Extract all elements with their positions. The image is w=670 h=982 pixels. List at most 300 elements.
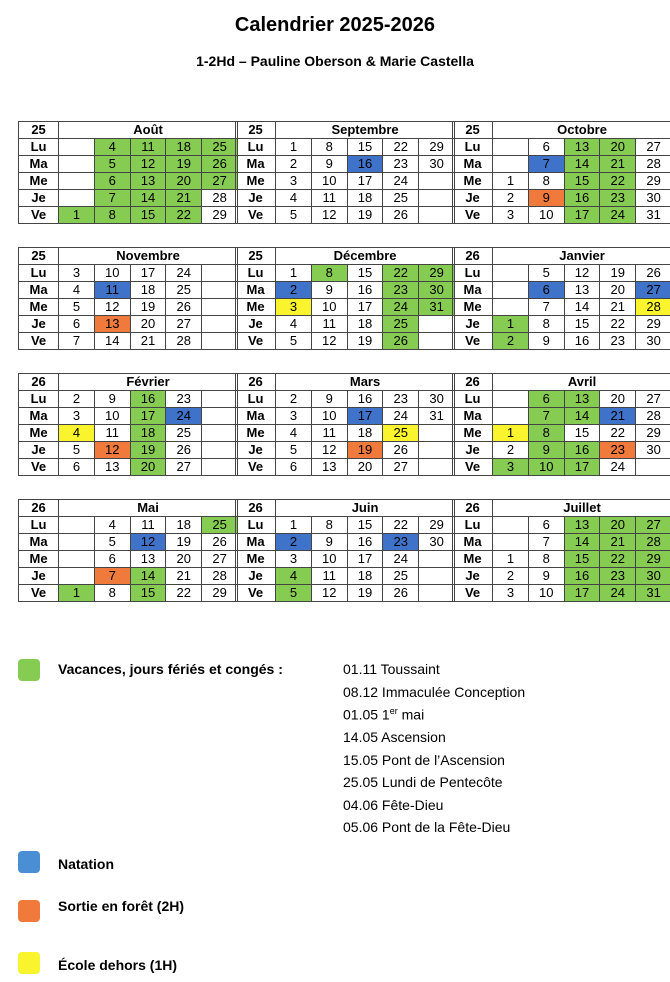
day-cell: 9 <box>311 156 347 173</box>
day-cell: 11 <box>311 425 347 442</box>
day-cell: 28 <box>636 299 670 316</box>
day-cell: 2 <box>493 442 529 459</box>
day-cell: 2 <box>276 156 312 173</box>
day-cell: 9 <box>528 333 564 350</box>
month-name: Juin <box>276 500 455 517</box>
day-cell <box>59 190 95 207</box>
day-cell: 24 <box>383 408 419 425</box>
day-cell: 21 <box>600 408 636 425</box>
day-cell: 20 <box>600 517 636 534</box>
day-cell: 12 <box>311 333 347 350</box>
day-cell: 5 <box>528 265 564 282</box>
day-cell: 25 <box>202 517 238 534</box>
weekday-label: Lu <box>19 391 59 408</box>
day-cell: 30 <box>419 282 455 299</box>
day-cell: 6 <box>59 459 95 476</box>
day-cell: 3 <box>276 408 312 425</box>
day-cell: 15 <box>130 207 166 224</box>
day-cell <box>493 408 529 425</box>
weekday-label: Ve <box>453 333 493 350</box>
weekday-label: Me <box>19 425 59 442</box>
day-cell: 28 <box>636 534 670 551</box>
day-cell: 6 <box>528 282 564 299</box>
day-cell <box>202 333 238 350</box>
day-cell: 15 <box>347 139 383 156</box>
weekday-label: Me <box>19 173 59 190</box>
day-cell: 21 <box>166 190 202 207</box>
day-cell: 9 <box>94 391 130 408</box>
day-cell <box>202 408 238 425</box>
day-cell: 15 <box>130 585 166 602</box>
month-calendar <box>452 121 670 224</box>
day-cell: 12 <box>311 207 347 224</box>
day-cell: 22 <box>383 139 419 156</box>
holiday-item: 25.05 Lundi de Pentecôte <box>343 774 503 790</box>
day-cell: 9 <box>528 190 564 207</box>
day-cell: 20 <box>166 551 202 568</box>
day-cell: 1 <box>493 316 529 333</box>
day-cell: 6 <box>528 517 564 534</box>
day-cell: 21 <box>600 534 636 551</box>
day-cell: 14 <box>564 408 600 425</box>
year-cell: 26 <box>453 374 493 391</box>
weekday-label: Ve <box>453 459 493 476</box>
day-cell: 13 <box>130 173 166 190</box>
day-cell: 14 <box>130 568 166 585</box>
day-cell: 22 <box>166 207 202 224</box>
day-cell: 7 <box>528 534 564 551</box>
weekday-label: Ma <box>19 282 59 299</box>
weekday-label: Me <box>236 173 276 190</box>
day-cell: 20 <box>600 391 636 408</box>
day-cell: 5 <box>276 333 312 350</box>
day-cell: 1 <box>493 425 529 442</box>
day-cell: 19 <box>347 333 383 350</box>
day-cell: 1 <box>276 517 312 534</box>
year-cell: 26 <box>19 500 59 517</box>
day-cell <box>419 568 455 585</box>
day-cell: 28 <box>202 190 238 207</box>
day-cell: 23 <box>383 534 419 551</box>
day-cell: 22 <box>383 517 419 534</box>
day-cell <box>419 316 455 333</box>
day-cell: 5 <box>59 299 95 316</box>
day-cell <box>59 173 95 190</box>
day-cell <box>419 459 455 476</box>
day-cell: 12 <box>94 442 130 459</box>
day-cell: 8 <box>311 517 347 534</box>
day-cell: 4 <box>59 282 95 299</box>
day-cell: 28 <box>202 568 238 585</box>
day-cell: 26 <box>636 265 670 282</box>
legend-swatch-green <box>18 659 40 681</box>
day-cell: 15 <box>347 265 383 282</box>
weekday-label: Me <box>453 551 493 568</box>
weekday-label: Lu <box>236 391 276 408</box>
day-cell: 14 <box>564 156 600 173</box>
day-cell <box>202 299 238 316</box>
month-name: Avril <box>493 374 670 391</box>
day-cell: 12 <box>311 585 347 602</box>
day-cell: 20 <box>600 139 636 156</box>
day-cell: 13 <box>130 551 166 568</box>
day-cell: 29 <box>636 173 670 190</box>
month-calendar <box>18 247 238 350</box>
day-cell: 14 <box>564 534 600 551</box>
day-cell: 16 <box>347 534 383 551</box>
day-cell: 5 <box>276 442 312 459</box>
day-cell: 8 <box>94 207 130 224</box>
day-cell: 11 <box>94 425 130 442</box>
month-name: Janvier <box>493 248 670 265</box>
legend-swatch-blue <box>18 851 40 873</box>
month-name: Juillet <box>493 500 670 517</box>
day-cell: 19 <box>347 585 383 602</box>
day-cell: 21 <box>130 333 166 350</box>
day-cell: 18 <box>166 139 202 156</box>
weekday-label: Lu <box>236 139 276 156</box>
weekday-label: Je <box>19 568 59 585</box>
day-cell: 6 <box>94 551 130 568</box>
day-cell: 22 <box>600 551 636 568</box>
year-cell: 26 <box>453 500 493 517</box>
day-cell: 26 <box>383 333 419 350</box>
day-cell: 26 <box>202 534 238 551</box>
day-cell: 15 <box>564 425 600 442</box>
month-name: Octobre <box>493 122 670 139</box>
weekday-label: Lu <box>236 517 276 534</box>
holiday-item: 05.06 Pont de la Fête-Dieu <box>343 819 511 835</box>
day-cell: 23 <box>600 333 636 350</box>
day-cell: 10 <box>311 173 347 190</box>
day-cell <box>202 391 238 408</box>
day-cell: 16 <box>130 391 166 408</box>
day-cell: 19 <box>130 442 166 459</box>
weekday-label: Je <box>453 568 493 585</box>
day-cell: 29 <box>419 139 455 156</box>
holiday-item: 15.05 Pont de l’Ascension <box>343 752 505 768</box>
day-cell: 30 <box>636 442 670 459</box>
day-cell <box>59 551 95 568</box>
day-cell: 6 <box>276 459 312 476</box>
day-cell: 27 <box>166 316 202 333</box>
day-cell: 17 <box>347 408 383 425</box>
day-cell: 24 <box>383 173 419 190</box>
day-cell: 7 <box>59 333 95 350</box>
legend-swatch-yellow <box>18 952 40 974</box>
month-calendar <box>235 499 455 602</box>
weekday-label: Ma <box>453 156 493 173</box>
day-cell: 5 <box>276 585 312 602</box>
month-calendar <box>452 499 670 602</box>
day-cell: 21 <box>600 156 636 173</box>
day-cell: 29 <box>419 265 455 282</box>
day-cell <box>419 207 455 224</box>
day-cell <box>202 316 238 333</box>
day-cell: 10 <box>94 265 130 282</box>
day-cell: 28 <box>166 333 202 350</box>
day-cell <box>59 139 95 156</box>
day-cell: 22 <box>383 265 419 282</box>
day-cell: 13 <box>564 139 600 156</box>
day-cell: 24 <box>600 459 636 476</box>
day-cell: 27 <box>202 173 238 190</box>
day-cell <box>59 517 95 534</box>
day-cell: 22 <box>600 173 636 190</box>
day-cell: 18 <box>347 425 383 442</box>
year-cell: 25 <box>19 248 59 265</box>
weekday-label: Ma <box>236 282 276 299</box>
day-cell <box>493 534 529 551</box>
day-cell: 29 <box>636 425 670 442</box>
day-cell: 20 <box>600 282 636 299</box>
day-cell <box>419 585 455 602</box>
weekday-label: Ma <box>236 408 276 425</box>
year-cell: 25 <box>453 122 493 139</box>
weekday-label: Ve <box>19 459 59 476</box>
day-cell: 8 <box>311 265 347 282</box>
day-cell: 24 <box>383 551 419 568</box>
day-cell: 19 <box>166 156 202 173</box>
day-cell: 11 <box>311 568 347 585</box>
day-cell: 8 <box>94 585 130 602</box>
weekday-label: Je <box>19 316 59 333</box>
holiday-item: 01.11 Toussaint <box>343 661 440 677</box>
day-cell: 14 <box>564 299 600 316</box>
day-cell: 9 <box>311 534 347 551</box>
day-cell: 25 <box>383 190 419 207</box>
weekday-label: Me <box>453 299 493 316</box>
day-cell: 20 <box>166 173 202 190</box>
month-name: Novembre <box>59 248 238 265</box>
day-cell: 29 <box>636 316 670 333</box>
day-cell: 4 <box>94 517 130 534</box>
day-cell: 12 <box>311 442 347 459</box>
year-cell: 26 <box>19 374 59 391</box>
day-cell: 7 <box>94 190 130 207</box>
day-cell: 16 <box>564 568 600 585</box>
day-cell: 17 <box>130 265 166 282</box>
month-calendar <box>235 247 455 350</box>
day-cell: 27 <box>636 282 670 299</box>
day-cell: 13 <box>94 459 130 476</box>
day-cell <box>202 425 238 442</box>
holiday-1mai-tail: mai <box>397 706 425 723</box>
day-cell: 26 <box>166 299 202 316</box>
day-cell: 22 <box>600 425 636 442</box>
holiday-item: 08.12 Immaculée Conception <box>343 684 526 700</box>
day-cell: 25 <box>166 282 202 299</box>
year-cell: 26 <box>236 374 276 391</box>
weekday-label: Je <box>236 442 276 459</box>
day-cell <box>202 442 238 459</box>
day-cell: 2 <box>59 391 95 408</box>
weekday-label: Ma <box>236 534 276 551</box>
day-cell: 6 <box>59 316 95 333</box>
day-cell: 24 <box>383 299 419 316</box>
day-cell: 26 <box>166 442 202 459</box>
day-cell: 25 <box>202 139 238 156</box>
weekday-label: Me <box>236 551 276 568</box>
day-cell: 12 <box>130 534 166 551</box>
year-cell: 25 <box>19 122 59 139</box>
day-cell: 3 <box>276 299 312 316</box>
weekday-label: Lu <box>19 517 59 534</box>
day-cell: 17 <box>347 551 383 568</box>
weekday-label: Me <box>453 173 493 190</box>
day-cell: 10 <box>94 408 130 425</box>
day-cell: 23 <box>600 190 636 207</box>
day-cell <box>493 299 529 316</box>
day-cell: 8 <box>528 425 564 442</box>
day-cell: 7 <box>528 156 564 173</box>
day-cell <box>59 156 95 173</box>
day-cell: 21 <box>166 568 202 585</box>
day-cell: 17 <box>564 459 600 476</box>
day-cell: 5 <box>94 156 130 173</box>
day-cell: 23 <box>383 391 419 408</box>
day-cell: 25 <box>166 425 202 442</box>
day-cell: 3 <box>276 173 312 190</box>
day-cell: 13 <box>311 459 347 476</box>
day-cell: 1 <box>59 207 95 224</box>
day-cell: 21 <box>600 299 636 316</box>
holiday-item <box>343 706 424 723</box>
day-cell: 15 <box>564 173 600 190</box>
day-cell: 27 <box>636 139 670 156</box>
day-cell: 12 <box>564 265 600 282</box>
holiday-item: 04.06 Fête-Dieu <box>343 797 444 813</box>
day-cell: 10 <box>311 408 347 425</box>
day-cell <box>59 568 95 585</box>
day-cell: 18 <box>347 568 383 585</box>
month-calendar <box>18 121 238 224</box>
day-cell: 29 <box>636 551 670 568</box>
day-cell: 27 <box>383 459 419 476</box>
legend-foret-label: Sortie en forêt (2H) <box>58 898 185 914</box>
day-cell: 22 <box>166 585 202 602</box>
day-cell: 30 <box>636 568 670 585</box>
day-cell: 1 <box>493 173 529 190</box>
weekday-label: Je <box>236 316 276 333</box>
weekday-label: Ve <box>453 207 493 224</box>
month-name: Décembre <box>276 248 455 265</box>
day-cell: 29 <box>202 585 238 602</box>
day-cell: 30 <box>419 534 455 551</box>
day-cell: 16 <box>564 442 600 459</box>
day-cell: 8 <box>528 316 564 333</box>
day-cell: 19 <box>347 207 383 224</box>
day-cell <box>493 139 529 156</box>
day-cell: 20 <box>347 459 383 476</box>
day-cell: 24 <box>166 265 202 282</box>
day-cell: 29 <box>419 517 455 534</box>
day-cell: 24 <box>600 585 636 602</box>
day-cell: 8 <box>528 551 564 568</box>
day-cell: 15 <box>347 517 383 534</box>
day-cell <box>419 333 455 350</box>
weekday-label: Ve <box>236 333 276 350</box>
year-cell: 25 <box>236 248 276 265</box>
day-cell: 7 <box>94 568 130 585</box>
weekday-label: Me <box>19 551 59 568</box>
day-cell: 29 <box>202 207 238 224</box>
day-cell: 11 <box>94 282 130 299</box>
day-cell: 23 <box>166 391 202 408</box>
day-cell: 18 <box>130 282 166 299</box>
day-cell: 6 <box>528 139 564 156</box>
day-cell: 27 <box>202 551 238 568</box>
day-cell: 13 <box>564 391 600 408</box>
day-cell: 30 <box>636 333 670 350</box>
day-cell: 11 <box>130 139 166 156</box>
year-cell: 26 <box>236 500 276 517</box>
day-cell: 2 <box>276 534 312 551</box>
weekday-label: Ma <box>453 408 493 425</box>
day-cell: 30 <box>419 391 455 408</box>
day-cell: 31 <box>419 299 455 316</box>
day-cell: 26 <box>383 207 419 224</box>
day-cell: 31 <box>419 408 455 425</box>
year-cell: 25 <box>236 122 276 139</box>
day-cell: 10 <box>311 299 347 316</box>
weekday-label: Ma <box>453 282 493 299</box>
weekday-label: Me <box>236 299 276 316</box>
day-cell <box>202 265 238 282</box>
day-cell: 10 <box>528 207 564 224</box>
day-cell: 11 <box>311 190 347 207</box>
day-cell <box>202 282 238 299</box>
day-cell: 17 <box>347 173 383 190</box>
day-cell: 4 <box>276 316 312 333</box>
weekday-label: Ma <box>19 534 59 551</box>
page-subtitle: 1-2Hd – Pauline Oberson & Marie Castella <box>196 53 474 69</box>
weekday-label: Lu <box>453 517 493 534</box>
day-cell: 23 <box>600 568 636 585</box>
weekday-label: Me <box>19 299 59 316</box>
day-cell: 19 <box>600 265 636 282</box>
weekday-label: Ve <box>19 207 59 224</box>
day-cell: 15 <box>564 551 600 568</box>
day-cell: 9 <box>311 391 347 408</box>
month-calendar <box>235 121 455 224</box>
day-cell: 18 <box>130 425 166 442</box>
day-cell: 23 <box>600 442 636 459</box>
weekday-label: Je <box>19 442 59 459</box>
day-cell: 16 <box>347 282 383 299</box>
day-cell: 16 <box>564 333 600 350</box>
day-cell: 28 <box>636 156 670 173</box>
day-cell: 10 <box>311 551 347 568</box>
day-cell: 19 <box>347 442 383 459</box>
day-cell: 22 <box>600 316 636 333</box>
day-cell: 7 <box>528 408 564 425</box>
day-cell: 20 <box>130 459 166 476</box>
weekday-label: Ve <box>19 333 59 350</box>
month-calendar <box>452 247 670 350</box>
day-cell: 14 <box>94 333 130 350</box>
day-cell: 26 <box>383 585 419 602</box>
weekday-label: Ma <box>236 156 276 173</box>
day-cell: 3 <box>493 459 529 476</box>
weekday-label: Ve <box>236 585 276 602</box>
day-cell: 20 <box>130 316 166 333</box>
day-cell: 14 <box>130 190 166 207</box>
day-cell <box>493 156 529 173</box>
day-cell: 13 <box>564 517 600 534</box>
weekday-label: Lu <box>236 265 276 282</box>
day-cell: 3 <box>59 265 95 282</box>
